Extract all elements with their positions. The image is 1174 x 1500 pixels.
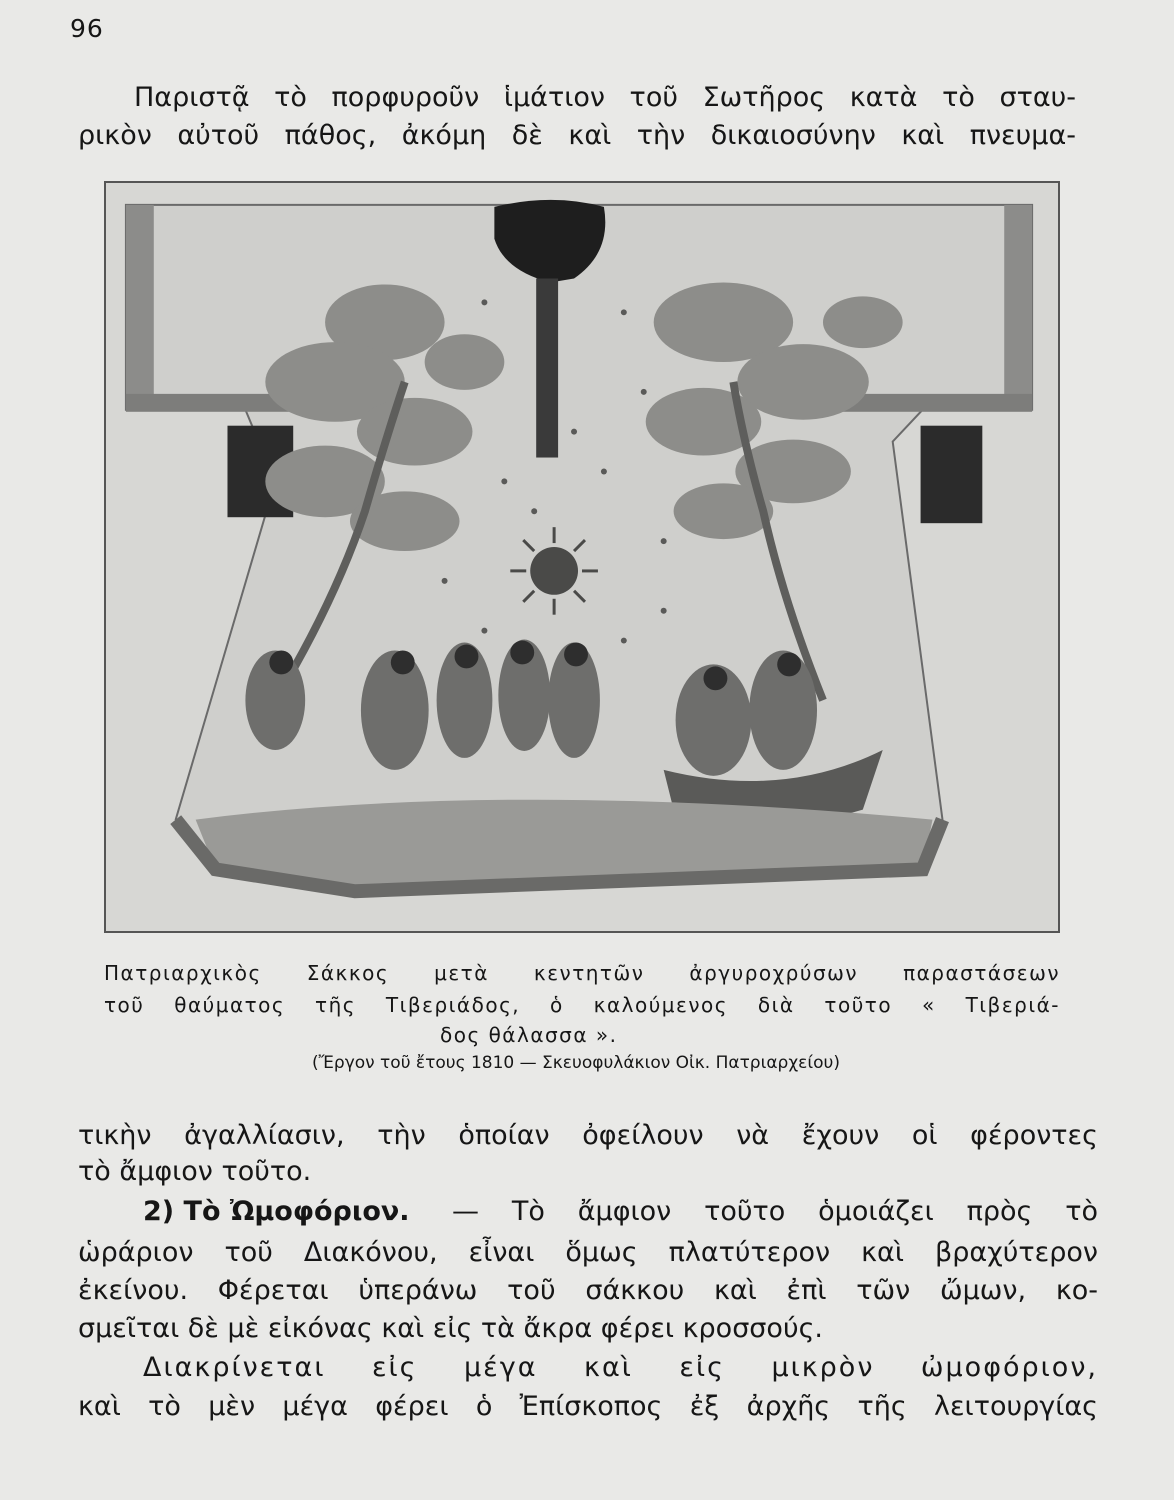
- body-line: Διακρίνεται εἰς μέγα καὶ εἰς μικρὸν ὠμοφόριον,: [143, 1352, 1098, 1383]
- vestment-illustration: [106, 183, 1058, 931]
- body-line: Παριστᾷ τὸ πορφυροῦν ἱμάτιον τοῦ Σωτῆρος κατὰ τὸ σταυ-: [134, 82, 1076, 113]
- figure-caption-line: τοῦ θαύματος τῆς Τιβεριάδος, ὁ καλούμενος διὰ τοῦτο « Τιβεριά-: [104, 993, 1060, 1017]
- body-line: τικὴν ἀγαλλίασιν, τὴν ὁποίαν ὀφείλουν νὰ ἔχουν οἱ φέροντες: [78, 1120, 1098, 1151]
- body-line: τὸ ἄμφιον τοῦτο.: [78, 1156, 312, 1187]
- sakkos-photograph: [104, 181, 1060, 933]
- body-line: ὡράριον τοῦ Διακόνου, εἶναι ὅμως πλατύτερον καὶ βραχύτερον: [78, 1237, 1098, 1268]
- figure-credit: (Ἔργον τοῦ ἔτους 1810 — Σκευοφυλάκιον Οἰκ. Πατριαρχείου): [312, 1053, 840, 1073]
- body-line: — Τὸ ἄμφιον τοῦτο ὁμοιάζει πρὸς τὸ: [452, 1196, 1098, 1227]
- body-line: ρικὸν αὐτοῦ πάθος, ἀκόμη δὲ καὶ τὴν δικαιοσύνην καὶ πνευμα-: [78, 120, 1076, 151]
- body-line: καὶ τὸ μὲν μέγα φέρει ὁ Ἐπίσκοπος ἐξ ἀρχῆς τῆς λειτουργίας: [78, 1391, 1098, 1422]
- figure-caption-line: δος θάλασσα ».: [440, 1023, 618, 1047]
- body-line: σμεῖται δὲ μὲ εἰκόνας καὶ εἰς τὰ ἄκρα φέρει κροσσούς.: [78, 1313, 823, 1344]
- page-number: 96: [70, 14, 104, 43]
- body-line: ἐκείνου. Φέρεται ὑπεράνω τοῦ σάκκου καὶ ἐπὶ τῶν ὤμων, κο-: [78, 1275, 1098, 1306]
- figure-caption-line: Πατριαρχικὸς Σάκκος μετὰ κεντητῶν ἀργυροχρύσων παραστάσεων: [104, 961, 1060, 985]
- section-heading: 2) Τὸ Ὠμοφόριον.: [143, 1196, 410, 1227]
